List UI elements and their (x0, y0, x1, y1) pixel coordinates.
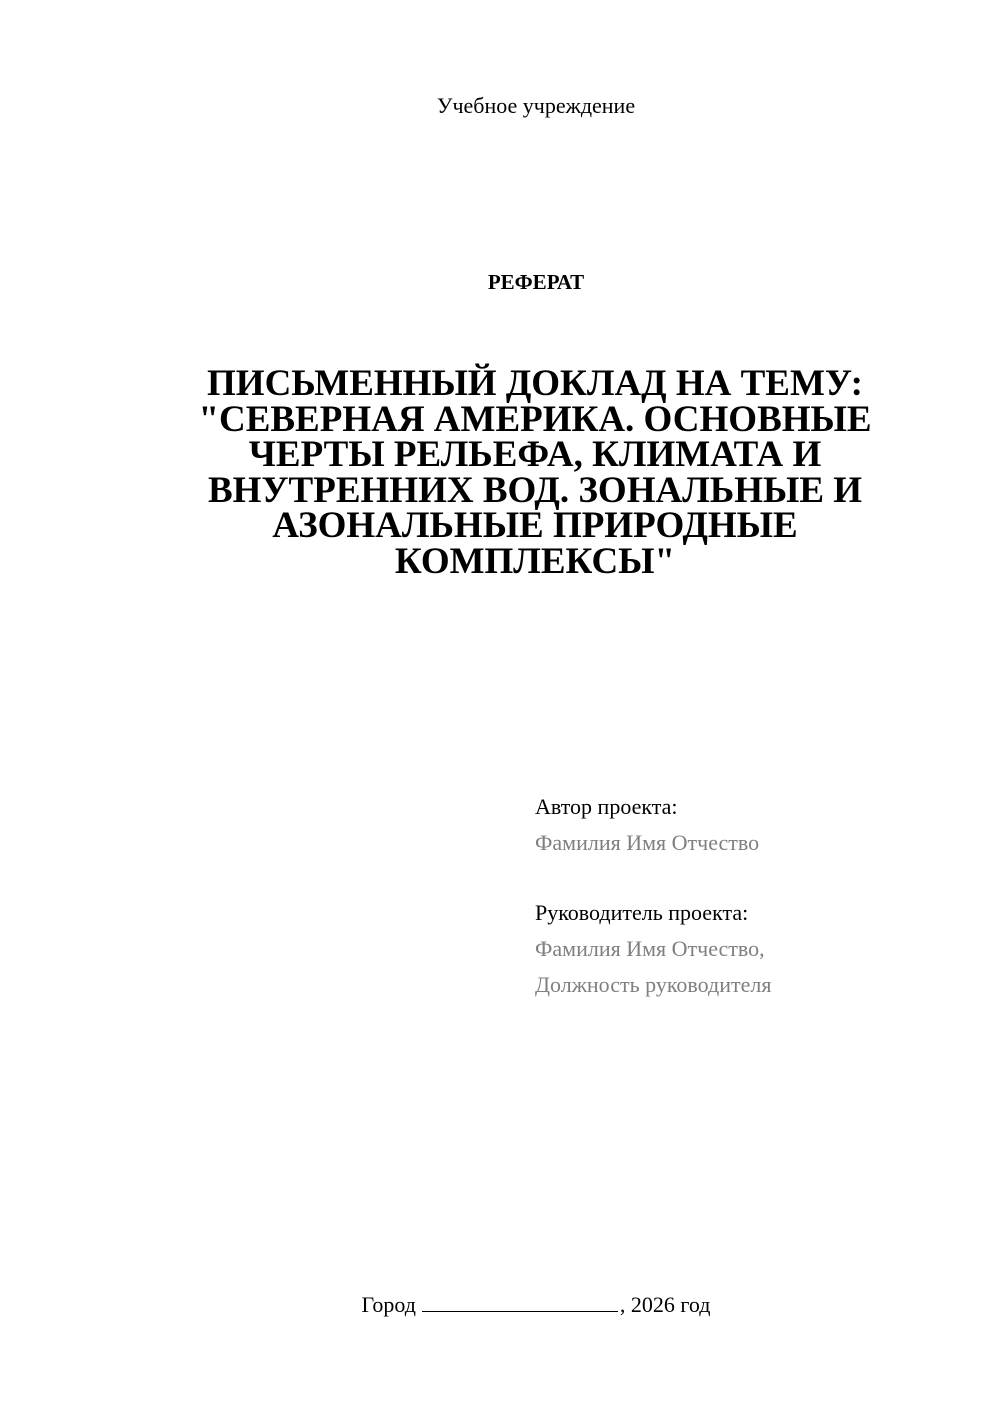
spacer (535, 861, 975, 895)
supervisor-label: Руководитель проекта: (535, 900, 749, 925)
supervisor-position: Должность руководителя (535, 972, 772, 997)
footer-city-year (0, 1290, 1000, 1320)
author-name: Фамилия Имя Отчество (535, 830, 760, 855)
author-label: Автор проекта: (535, 794, 678, 819)
supervisor-name: Фамилия Имя Отчество, (535, 936, 765, 961)
city-blank-line (422, 1291, 618, 1312)
title-line: ЧЕРТЫ РЕЛЬЕФА, КЛИМАТА И (248, 434, 822, 475)
project-credits (535, 789, 975, 1003)
city-label: Город (361, 1292, 416, 1317)
title-line: АЗОНАЛЬНЫЕ ПРИРОДНЫЕ (272, 505, 798, 546)
document-title (170, 363, 900, 582)
year-text: , 2026 год (619, 1292, 711, 1317)
title-line: ВНУТРЕННИХ ВОД. ЗОНАЛЬНЫЕ И (207, 469, 863, 511)
title-line: ПИСЬМЕННЫЙ ДОКЛАД НА ТЕМУ: (207, 363, 863, 404)
title-line: КОМПЛЕКСЫ" (394, 540, 676, 582)
title-line: "СЕВЕРНАЯ АМЕРИКА. ОСНОВНЫЕ (198, 398, 872, 440)
document-type: РЕФЕРАТ (487, 270, 585, 294)
institution-name: Учебное учреждение (436, 93, 636, 118)
